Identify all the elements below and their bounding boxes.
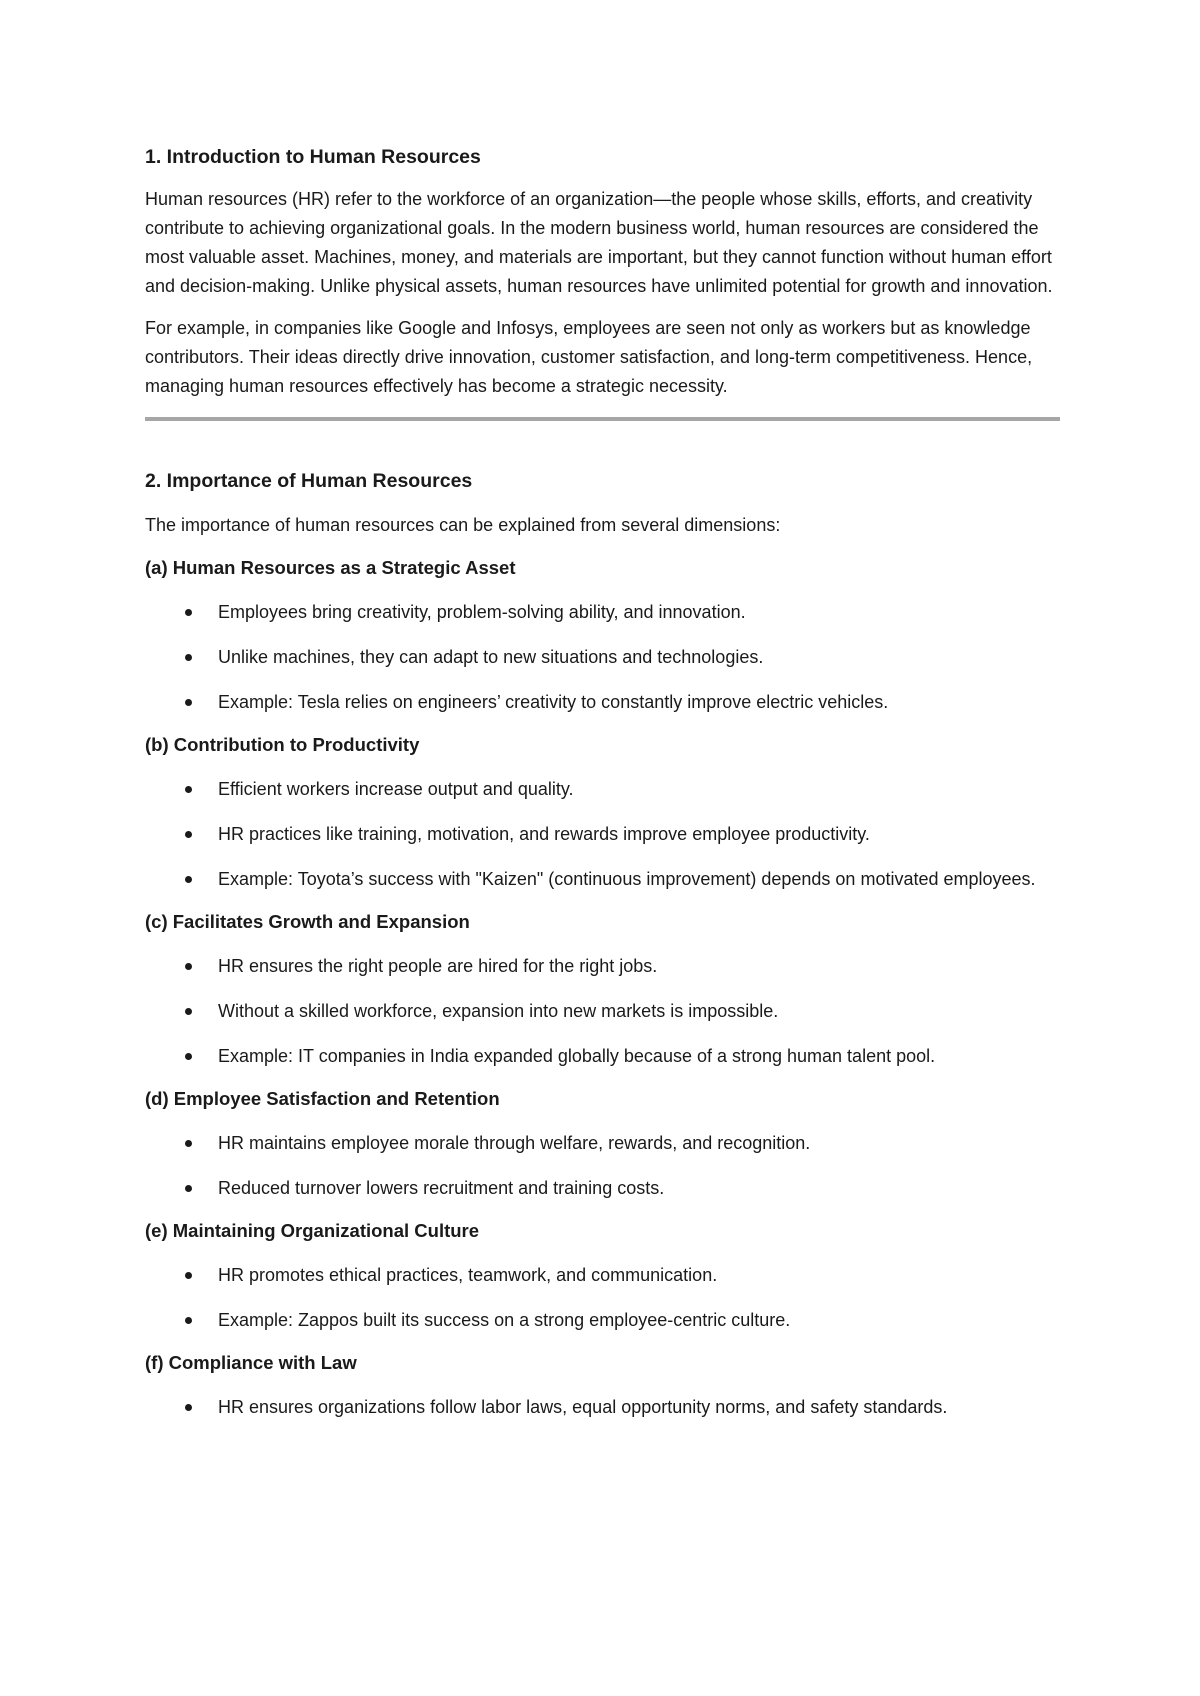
subsection-title: (e) Maintaining Organizational Culture	[145, 1220, 480, 1241]
bullet-icon	[185, 876, 192, 883]
bullet-list	[145, 598, 1060, 717]
list-item	[145, 952, 1060, 981]
list-item	[145, 997, 1060, 1026]
section-2-lead: The importance of human resources can be explained from several dimensions:	[145, 515, 781, 535]
bullet-icon	[185, 1008, 192, 1015]
list-item	[145, 1042, 1060, 1071]
list-item	[145, 1393, 1060, 1422]
list-item	[145, 1129, 1060, 1158]
list-item-text: HR promotes ethical practices, teamwork, and communication.	[218, 1265, 718, 1285]
list-item-text: Example: Tesla relies on engineers’ creativity to constantly improve electric vehicles.	[218, 692, 889, 712]
list-item	[145, 1306, 1060, 1335]
bullet-icon	[185, 1404, 192, 1411]
subsections-container	[145, 554, 1060, 1422]
list-item	[145, 688, 1060, 717]
subsection-title: (c) Facilitates Growth and Expansion	[145, 911, 470, 932]
list-item-text: Reduced turnover lowers recruitment and training costs.	[218, 1178, 665, 1198]
subsection-title: (f) Compliance with Law	[145, 1352, 357, 1373]
list-item-text: HR ensures organizations follow labor laws, equal opportunity norms, and safety standards.	[218, 1397, 948, 1417]
bullet-icon	[185, 1317, 192, 1324]
bullet-icon	[185, 699, 192, 706]
subsection-title: (b) Contribution to Productivity	[145, 734, 420, 755]
bullet-list	[145, 775, 1060, 894]
section-1-paragraph-2: For example, in companies like Google and Infosys, employees are seen not only as workers but as knowledge contributors. Their ideas directly drive innovation, customer satisfaction, and long-term competitiveness. Hence, managing human resources effectively has become a strategic necessity.	[145, 318, 1033, 396]
list-item-text: HR ensures the right people are hired for the right jobs.	[218, 956, 658, 976]
section-1-title: 1. Introduction to Human Resources	[145, 146, 481, 168]
horizontal-divider	[145, 417, 1060, 421]
bullet-icon	[185, 831, 192, 838]
section-2-title: 2. Importance of Human Resources	[145, 470, 473, 492]
bullet-icon	[185, 1053, 192, 1060]
section-1-paragraph-1: Human resources (HR) refer to the workforce of an organization—the people whose skills, efforts, and creativity contribute to achieving organizational goals. In the modern business world, human resources are considered the most valuable asset. Machines, money, and materials are important, but they cannot function without human effort and decision-making. Unlike physical assets, human resources have unlimited potential for growth and innovation.	[145, 189, 1053, 296]
bullet-icon	[185, 609, 192, 616]
bullet-list	[145, 952, 1060, 1071]
list-item-text: HR practices like training, motivation, and rewards improve employee productivity.	[218, 824, 870, 844]
bullet-icon	[185, 654, 192, 661]
bullet-list	[145, 1129, 1060, 1203]
list-item-text: Example: IT companies in India expanded globally because of a strong human talent pool.	[218, 1046, 936, 1066]
list-item	[145, 1261, 1060, 1290]
list-item	[145, 1174, 1060, 1203]
list-item-text: Without a skilled workforce, expansion into new markets is impossible.	[218, 1001, 779, 1021]
list-item	[145, 775, 1060, 804]
list-item	[145, 865, 1060, 894]
list-item	[145, 820, 1060, 849]
bullet-list	[145, 1261, 1060, 1335]
list-item-text: Employees bring creativity, problem-solving ability, and innovation.	[218, 602, 746, 622]
list-item	[145, 643, 1060, 672]
subsection-title: (d) Employee Satisfaction and Retention	[145, 1088, 500, 1109]
list-item-text: Unlike machines, they can adapt to new situations and technologies.	[218, 647, 764, 667]
list-item-text: HR maintains employee morale through welfare, rewards, and recognition.	[218, 1133, 811, 1153]
bullet-icon	[185, 786, 192, 793]
bullet-list	[145, 1393, 1060, 1422]
bullet-icon	[185, 963, 192, 970]
list-item-text: Efficient workers increase output and quality.	[218, 779, 574, 799]
list-item-text: Example: Toyota’s success with "Kaizen" (continuous improvement) depends on motivated employees.	[218, 869, 1036, 889]
list-item	[145, 598, 1060, 627]
list-item-text: Example: Zappos built its success on a strong employee-centric culture.	[218, 1310, 791, 1330]
bullet-icon	[185, 1140, 192, 1147]
bullet-icon	[185, 1185, 192, 1192]
document-page	[145, 142, 1060, 1436]
subsection-title: (a) Human Resources as a Strategic Asset	[145, 557, 516, 578]
bullet-icon	[185, 1272, 192, 1279]
